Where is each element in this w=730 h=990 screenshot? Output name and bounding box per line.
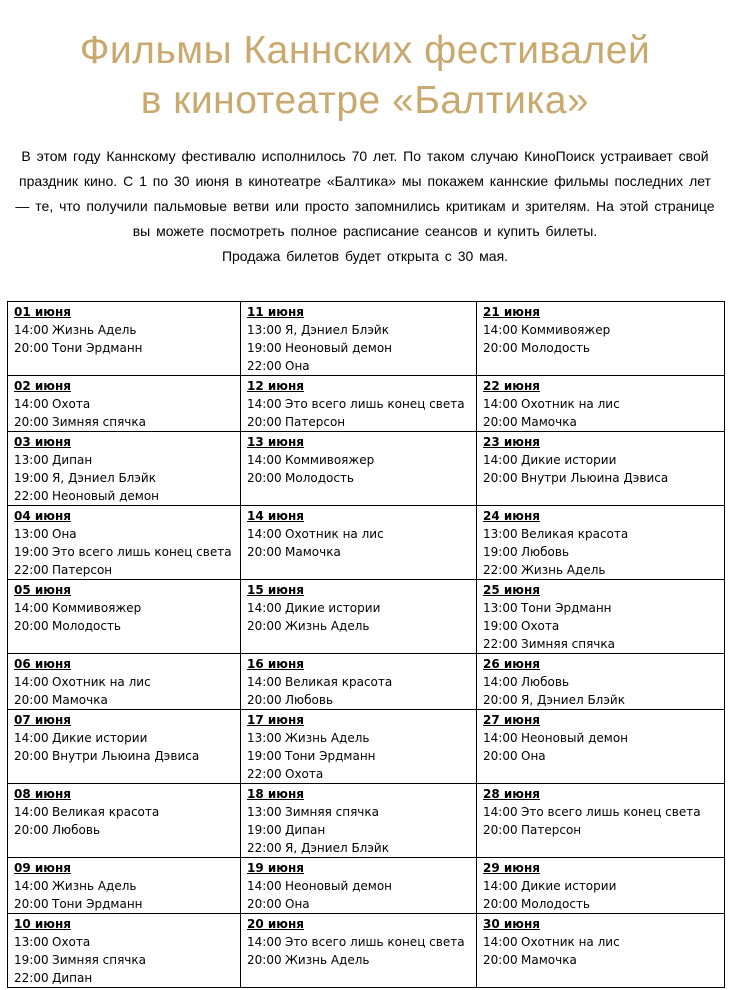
showing bbox=[14, 895, 234, 913]
showing bbox=[14, 561, 234, 579]
showing bbox=[483, 561, 718, 579]
showing bbox=[14, 469, 234, 487]
schedule-row bbox=[8, 506, 725, 580]
film-title: Она bbox=[285, 897, 310, 911]
show-time: 22:00 bbox=[247, 767, 282, 781]
show-time: 20:00 bbox=[483, 749, 518, 763]
showing bbox=[247, 839, 470, 857]
schedule-day-cell bbox=[241, 654, 477, 710]
show-time: 20:00 bbox=[247, 619, 282, 633]
show-time: 22:00 bbox=[14, 563, 49, 577]
showing bbox=[247, 765, 470, 783]
show-time: 20:00 bbox=[247, 953, 282, 967]
schedule-day-cell bbox=[8, 710, 241, 784]
day-date: 11 июня bbox=[247, 305, 304, 319]
film-title: Патерсон bbox=[52, 563, 113, 577]
day-date: 26 июня bbox=[483, 657, 540, 671]
showing bbox=[247, 951, 470, 969]
showing bbox=[483, 543, 718, 561]
showing bbox=[247, 321, 470, 339]
show-time: 22:00 bbox=[483, 563, 518, 577]
schedule-table bbox=[7, 301, 725, 988]
show-time: 20:00 bbox=[14, 823, 49, 837]
showing bbox=[247, 747, 470, 765]
show-time: 19:00 bbox=[14, 953, 49, 967]
showing bbox=[14, 321, 234, 339]
showing bbox=[247, 877, 470, 895]
show-time: 14:00 bbox=[247, 935, 282, 949]
schedule-day-cell bbox=[241, 858, 477, 914]
showing bbox=[14, 803, 234, 821]
showing bbox=[247, 821, 470, 839]
show-time: 20:00 bbox=[483, 897, 518, 911]
schedule-day-cell bbox=[477, 858, 725, 914]
showing bbox=[483, 635, 718, 653]
showing bbox=[14, 395, 234, 413]
show-time: 19:00 bbox=[247, 749, 282, 763]
day-date: 09 июня bbox=[14, 861, 71, 875]
showing bbox=[483, 413, 718, 431]
film-title: Дикие истории bbox=[285, 601, 381, 615]
day-date: 25 июня bbox=[483, 583, 540, 597]
showing bbox=[483, 821, 718, 839]
film-title: Это всего лишь конец света bbox=[285, 935, 465, 949]
day-date: 21 июня bbox=[483, 305, 540, 319]
film-title: Любовь bbox=[285, 693, 334, 707]
show-time: 13:00 bbox=[14, 453, 49, 467]
showing bbox=[247, 543, 470, 561]
show-time: 14:00 bbox=[483, 805, 518, 819]
film-title: Любовь bbox=[521, 545, 570, 559]
schedule-day-cell bbox=[8, 784, 241, 858]
showing bbox=[247, 933, 470, 951]
show-time: 22:00 bbox=[14, 971, 49, 985]
day-date: 04 июня bbox=[14, 509, 71, 523]
show-time: 20:00 bbox=[14, 749, 49, 763]
schedule-row bbox=[8, 710, 725, 784]
show-time: 14:00 bbox=[14, 731, 49, 745]
day-date: 18 июня bbox=[247, 787, 304, 801]
showing bbox=[247, 395, 470, 413]
film-title: Любовь bbox=[521, 675, 570, 689]
showing bbox=[14, 525, 234, 543]
schedule-day-cell bbox=[477, 654, 725, 710]
film-title: Тони Эрдманн bbox=[52, 897, 143, 911]
showing bbox=[247, 413, 470, 431]
film-title: Коммивояжер bbox=[285, 453, 375, 467]
showing bbox=[483, 525, 718, 543]
day-date: 13 июня bbox=[247, 435, 304, 449]
title-line-2: в кинотеатре «Балтика» bbox=[140, 79, 590, 122]
show-time: 14:00 bbox=[14, 601, 49, 615]
show-time: 14:00 bbox=[247, 453, 282, 467]
showing bbox=[483, 321, 718, 339]
show-time: 19:00 bbox=[483, 545, 518, 559]
schedule-day-cell bbox=[477, 580, 725, 654]
show-time: 20:00 bbox=[483, 823, 518, 837]
show-time: 20:00 bbox=[14, 415, 49, 429]
showing bbox=[14, 877, 234, 895]
showing bbox=[483, 691, 718, 709]
show-time: 14:00 bbox=[14, 675, 49, 689]
showing bbox=[247, 451, 470, 469]
film-title: Это всего лишь конец света bbox=[52, 545, 232, 559]
day-date: 08 июня bbox=[14, 787, 71, 801]
film-title: Дипан bbox=[52, 971, 93, 985]
day-date: 29 июня bbox=[483, 861, 540, 875]
film-title: Я, Дэниел Блэйк bbox=[52, 471, 156, 485]
film-title: Дикие истории bbox=[521, 453, 617, 467]
schedule-day-cell bbox=[8, 654, 241, 710]
show-time: 14:00 bbox=[247, 397, 282, 411]
film-title: Я, Дэниел Блэйк bbox=[285, 323, 389, 337]
film-title: Охотник на лис bbox=[521, 935, 620, 949]
film-title: Молодость bbox=[521, 341, 591, 355]
show-time: 20:00 bbox=[483, 953, 518, 967]
schedule-day-cell bbox=[241, 376, 477, 432]
film-title: Жизнь Адель bbox=[285, 953, 370, 967]
schedule-row bbox=[8, 784, 725, 858]
day-date: 19 июня bbox=[247, 861, 304, 875]
schedule-day-cell bbox=[8, 506, 241, 580]
day-date: 06 июня bbox=[14, 657, 71, 671]
schedule-day-cell bbox=[477, 710, 725, 784]
showing bbox=[247, 895, 470, 913]
intro-paragraph: В этом году Каннскому фестивалю исполнилось 70 лет. По таком случаю КиноПоиск устраивает свой праздник кино. С 1 по 30 июня в кинотеатре «Балтика» мы покажем каннские фильмы последних лет — те, что получили пальмовые ветви или просто запомнились критикам и зрителям. На этой странице вы можете посмотреть полное расписание сеансов и купить билеты. bbox=[15, 148, 715, 239]
film-title: Зимняя спячка bbox=[52, 415, 146, 429]
film-title: Молодость bbox=[521, 897, 591, 911]
film-title: Охотник на лис bbox=[521, 397, 620, 411]
film-title: Мамочка bbox=[285, 545, 341, 559]
title-line-1: Фильмы Каннских фестивалей bbox=[79, 29, 651, 72]
film-title: Тони Эрдманн bbox=[521, 601, 612, 615]
film-title: Патерсон bbox=[521, 823, 582, 837]
showing bbox=[14, 673, 234, 691]
film-title: Жизнь Адель bbox=[52, 323, 137, 337]
showing bbox=[247, 357, 470, 375]
show-time: 20:00 bbox=[247, 545, 282, 559]
show-time: 20:00 bbox=[483, 471, 518, 485]
show-time: 19:00 bbox=[14, 471, 49, 485]
film-title: Внутри Льюина Дэвиса bbox=[521, 471, 669, 485]
film-title: Внутри Льюина Дэвиса bbox=[52, 749, 200, 763]
film-title: Охотник на лис bbox=[52, 675, 151, 689]
film-title: Коммивояжер bbox=[52, 601, 142, 615]
show-time: 14:00 bbox=[14, 397, 49, 411]
show-time: 14:00 bbox=[483, 675, 518, 689]
film-title: Охотник на лис bbox=[285, 527, 384, 541]
schedule-day-cell bbox=[241, 710, 477, 784]
film-title: Зимняя спячка bbox=[521, 637, 615, 651]
show-time: 20:00 bbox=[14, 341, 49, 355]
showing bbox=[483, 599, 718, 617]
film-title: Это всего лишь конец света bbox=[521, 805, 701, 819]
film-title: Великая красота bbox=[52, 805, 160, 819]
film-title: Охота bbox=[521, 619, 560, 633]
schedule-day-cell bbox=[8, 858, 241, 914]
film-title: Зимняя спячка bbox=[52, 953, 146, 967]
day-date: 05 июня bbox=[14, 583, 71, 597]
film-title: Дикие истории bbox=[52, 731, 148, 745]
film-title: Неоновый демон bbox=[521, 731, 629, 745]
show-time: 14:00 bbox=[247, 879, 282, 893]
show-time: 13:00 bbox=[247, 323, 282, 337]
schedule-row bbox=[8, 654, 725, 710]
film-title: Она bbox=[52, 527, 77, 541]
showing bbox=[483, 673, 718, 691]
film-title: Зимняя спячка bbox=[285, 805, 379, 819]
film-title: Я, Дэниел Блэйк bbox=[521, 693, 625, 707]
day-date: 03 июня bbox=[14, 435, 71, 449]
film-title: Молодость bbox=[52, 619, 122, 633]
film-title: Жизнь Адель bbox=[521, 563, 606, 577]
show-time: 19:00 bbox=[14, 545, 49, 559]
film-title: Неоновый демон bbox=[52, 489, 160, 503]
day-date: 20 июня bbox=[247, 917, 304, 931]
day-date: 16 июня bbox=[247, 657, 304, 671]
schedule-day-cell bbox=[477, 784, 725, 858]
show-time: 20:00 bbox=[483, 693, 518, 707]
schedule-row bbox=[8, 580, 725, 654]
showing bbox=[14, 747, 234, 765]
showing bbox=[247, 525, 470, 543]
show-time: 13:00 bbox=[483, 527, 518, 541]
showing bbox=[247, 803, 470, 821]
show-time: 13:00 bbox=[483, 601, 518, 615]
schedule-day-cell bbox=[477, 376, 725, 432]
showing bbox=[14, 451, 234, 469]
show-time: 14:00 bbox=[14, 323, 49, 337]
day-date: 23 июня bbox=[483, 435, 540, 449]
show-time: 13:00 bbox=[14, 935, 49, 949]
film-title: Я, Дэниел Блэйк bbox=[285, 841, 389, 855]
film-title: Великая красота bbox=[521, 527, 629, 541]
film-title: Любовь bbox=[52, 823, 101, 837]
film-title: Жизнь Адель bbox=[285, 619, 370, 633]
show-time: 22:00 bbox=[247, 841, 282, 855]
day-date: 24 июня bbox=[483, 509, 540, 523]
film-title: Охота bbox=[52, 935, 91, 949]
schedule-body bbox=[8, 302, 725, 988]
day-date: 01 июня bbox=[14, 305, 71, 319]
show-time: 20:00 bbox=[247, 897, 282, 911]
schedule-row bbox=[8, 432, 725, 506]
day-date: 22 июня bbox=[483, 379, 540, 393]
day-date: 15 июня bbox=[247, 583, 304, 597]
film-title: Охота bbox=[285, 767, 324, 781]
show-time: 14:00 bbox=[247, 601, 282, 615]
show-time: 14:00 bbox=[14, 879, 49, 893]
show-time: 20:00 bbox=[14, 693, 49, 707]
film-title: Патерсон bbox=[285, 415, 346, 429]
day-date: 28 июня bbox=[483, 787, 540, 801]
day-date: 17 июня bbox=[247, 713, 304, 727]
film-title: Коммивояжер bbox=[521, 323, 611, 337]
showing bbox=[483, 747, 718, 765]
showing bbox=[483, 451, 718, 469]
showing bbox=[14, 413, 234, 431]
schedule-day-cell bbox=[8, 580, 241, 654]
showing bbox=[247, 599, 470, 617]
show-time: 20:00 bbox=[247, 415, 282, 429]
film-title: Охота bbox=[52, 397, 91, 411]
showing bbox=[483, 895, 718, 913]
show-time: 13:00 bbox=[14, 527, 49, 541]
show-time: 19:00 bbox=[483, 619, 518, 633]
showing bbox=[14, 487, 234, 505]
showing bbox=[483, 617, 718, 635]
schedule-day-cell bbox=[8, 432, 241, 506]
schedule-row bbox=[8, 376, 725, 432]
film-title: Жизнь Адель bbox=[52, 879, 137, 893]
show-time: 14:00 bbox=[483, 731, 518, 745]
schedule-day-cell bbox=[477, 914, 725, 988]
film-title: Жизнь Адель bbox=[285, 731, 370, 745]
show-time: 22:00 bbox=[483, 637, 518, 651]
showing bbox=[14, 933, 234, 951]
show-time: 20:00 bbox=[483, 341, 518, 355]
film-title: Мамочка bbox=[521, 953, 577, 967]
show-time: 13:00 bbox=[247, 731, 282, 745]
film-title: Тони Эрдманн bbox=[285, 749, 376, 763]
ticket-sale-note: Продажа билетов будет открыта с 30 мая. bbox=[221, 248, 509, 264]
show-time: 20:00 bbox=[247, 693, 282, 707]
showing bbox=[483, 877, 718, 895]
schedule-row bbox=[8, 302, 725, 376]
film-title: Мамочка bbox=[52, 693, 108, 707]
showing bbox=[14, 691, 234, 709]
showing bbox=[247, 691, 470, 709]
schedule-row bbox=[8, 914, 725, 988]
showing bbox=[483, 803, 718, 821]
film-title: Это всего лишь конец света bbox=[285, 397, 465, 411]
showing bbox=[14, 339, 234, 357]
show-time: 22:00 bbox=[247, 359, 282, 373]
showing bbox=[247, 673, 470, 691]
schedule-day-cell bbox=[241, 302, 477, 376]
show-time: 14:00 bbox=[483, 397, 518, 411]
film-title: Она bbox=[285, 359, 310, 373]
schedule-day-cell bbox=[241, 784, 477, 858]
showing bbox=[14, 969, 234, 987]
schedule-row bbox=[8, 858, 725, 914]
film-title: Молодость bbox=[285, 471, 355, 485]
schedule-day-cell bbox=[477, 506, 725, 580]
show-time: 14:00 bbox=[483, 879, 518, 893]
show-time: 14:00 bbox=[483, 453, 518, 467]
schedule-day-cell bbox=[8, 302, 241, 376]
day-date: 30 июня bbox=[483, 917, 540, 931]
showing bbox=[247, 729, 470, 747]
intro-text bbox=[14, 144, 716, 269]
showing bbox=[14, 543, 234, 561]
showing bbox=[14, 821, 234, 839]
showing bbox=[483, 469, 718, 487]
show-time: 20:00 bbox=[14, 619, 49, 633]
show-time: 20:00 bbox=[483, 415, 518, 429]
day-date: 14 июня bbox=[247, 509, 304, 523]
showing bbox=[483, 951, 718, 969]
schedule-day-cell bbox=[8, 376, 241, 432]
film-title: Великая красота bbox=[285, 675, 393, 689]
showing bbox=[247, 617, 470, 635]
showing bbox=[14, 951, 234, 969]
film-title: Дикие истории bbox=[521, 879, 617, 893]
showing bbox=[14, 599, 234, 617]
film-title: Неоновый демон bbox=[285, 341, 393, 355]
show-time: 14:00 bbox=[14, 805, 49, 819]
page-title bbox=[0, 26, 730, 126]
schedule-day-cell bbox=[241, 914, 477, 988]
film-title: Она bbox=[521, 749, 546, 763]
schedule-day-cell bbox=[8, 914, 241, 988]
schedule-day-cell bbox=[477, 432, 725, 506]
show-time: 13:00 bbox=[247, 805, 282, 819]
film-title: Неоновый демон bbox=[285, 879, 393, 893]
day-date: 10 июня bbox=[14, 917, 71, 931]
showing bbox=[483, 729, 718, 747]
film-title: Мамочка bbox=[521, 415, 577, 429]
schedule-day-cell bbox=[241, 506, 477, 580]
show-time: 19:00 bbox=[247, 341, 282, 355]
showing bbox=[483, 395, 718, 413]
showing bbox=[247, 339, 470, 357]
showing bbox=[483, 339, 718, 357]
show-time: 14:00 bbox=[247, 527, 282, 541]
film-title: Тони Эрдманн bbox=[52, 341, 143, 355]
day-date: 12 июня bbox=[247, 379, 304, 393]
showing bbox=[14, 729, 234, 747]
film-title: Дипан bbox=[52, 453, 93, 467]
film-title: Дипан bbox=[285, 823, 326, 837]
showing bbox=[247, 469, 470, 487]
schedule-day-cell bbox=[241, 580, 477, 654]
show-time: 14:00 bbox=[247, 675, 282, 689]
schedule-day-cell bbox=[241, 432, 477, 506]
showing bbox=[14, 617, 234, 635]
schedule-day-cell bbox=[477, 302, 725, 376]
show-time: 20:00 bbox=[14, 897, 49, 911]
day-date: 27 июня bbox=[483, 713, 540, 727]
showing bbox=[483, 933, 718, 951]
show-time: 22:00 bbox=[14, 489, 49, 503]
show-time: 19:00 bbox=[247, 823, 282, 837]
day-date: 07 июня bbox=[14, 713, 71, 727]
day-date: 02 июня bbox=[14, 379, 71, 393]
show-time: 14:00 bbox=[483, 323, 518, 337]
show-time: 20:00 bbox=[247, 471, 282, 485]
show-time: 14:00 bbox=[483, 935, 518, 949]
